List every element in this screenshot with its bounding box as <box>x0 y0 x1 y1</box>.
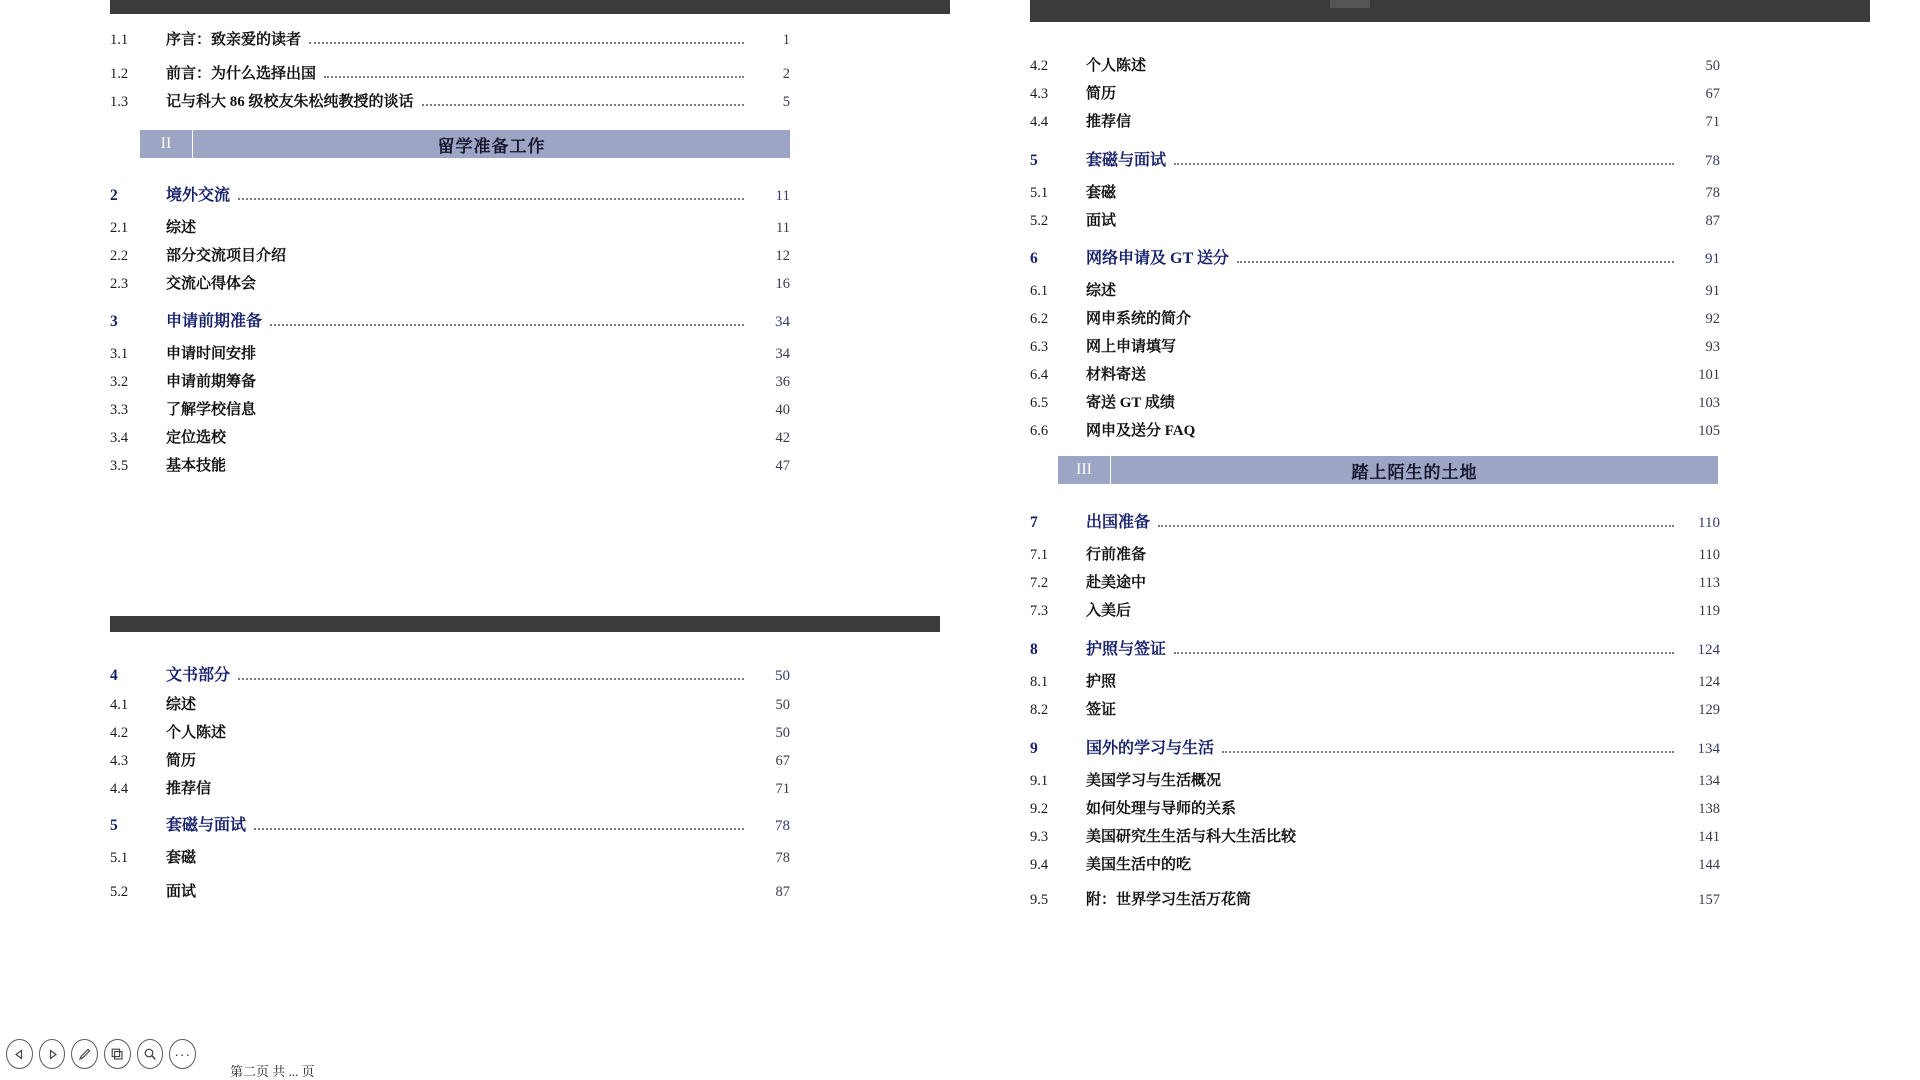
toc-entry[interactable] <box>1030 54 1720 80</box>
toc-leader <box>1124 294 1674 295</box>
toc-title: 面试 <box>166 884 197 900</box>
toc-entry[interactable] <box>1030 670 1720 696</box>
toc-title: 套磁与面试 <box>1086 152 1167 169</box>
toc-title: 国外的学习与生活 <box>1086 740 1215 757</box>
part-roman-numeral: III <box>1076 461 1092 478</box>
toc-page-number: 157 <box>1698 892 1720 908</box>
toc-title: 护照与签证 <box>1086 641 1167 658</box>
toc-leader <box>1199 868 1674 869</box>
toc-title: 基本技能 <box>166 458 227 474</box>
toc-page-number: 67 <box>775 753 790 769</box>
toc-title: 套磁与面试 <box>166 817 247 834</box>
toc-leader <box>1154 378 1674 379</box>
toc-title: 综述 <box>166 697 197 713</box>
toc-number: 1.1 <box>110 32 129 48</box>
toc-leader <box>1124 224 1674 225</box>
toc-leader <box>1158 524 1674 527</box>
toc-page-number: 67 <box>1705 86 1720 102</box>
toc-page-number: 78 <box>775 850 790 866</box>
toc-page-number: 78 <box>1705 185 1720 201</box>
toc-number: 6.6 <box>1030 423 1049 439</box>
toc-number: 5 <box>110 817 118 834</box>
toc-page-number: 138 <box>1698 801 1720 817</box>
toc-page-number: 11 <box>776 220 790 236</box>
toc-leader <box>294 259 744 260</box>
toc-entry[interactable] <box>1030 599 1720 625</box>
toc-number: 4.4 <box>110 781 129 797</box>
toc-number: 5.1 <box>1030 185 1049 201</box>
toc-number: 2.3 <box>110 276 129 292</box>
toc-entry[interactable] <box>1030 698 1720 724</box>
toc-title: 推荐信 <box>1086 114 1132 130</box>
toc-page-number: 119 <box>1698 603 1720 619</box>
toc-page-number: 93 <box>1705 339 1720 355</box>
toc-number: 7.3 <box>1030 603 1049 619</box>
toc-title: 推荐信 <box>166 781 212 797</box>
toc-page-number: 105 <box>1698 423 1720 439</box>
toc-leader <box>1174 651 1674 654</box>
toc-leader <box>1154 558 1674 559</box>
toc-number: 7 <box>1030 514 1038 531</box>
toc-entry[interactable] <box>1030 335 1720 361</box>
toc-number: 3.1 <box>110 346 129 362</box>
toc-entry[interactable] <box>1030 543 1720 569</box>
toc-entry[interactable] <box>110 28 790 54</box>
toc-entry[interactable] <box>1030 391 1720 417</box>
toc-page-number: 141 <box>1698 829 1720 845</box>
toc-title: 入美后 <box>1086 603 1132 619</box>
toc-number: 1.3 <box>110 94 129 110</box>
toc-number: 5 <box>1030 152 1038 169</box>
stamp-icon[interactable] <box>104 1039 131 1069</box>
toc-leader <box>270 323 744 326</box>
toc-leader <box>234 441 744 442</box>
next-page-button[interactable] <box>39 1039 66 1069</box>
toc-entry[interactable] <box>1030 82 1720 108</box>
toc-leader <box>309 41 744 44</box>
toc-leader <box>1259 903 1674 904</box>
toc-page-number: 113 <box>1698 575 1720 591</box>
toc-number: 6 <box>1030 250 1038 267</box>
toc-page-number: 50 <box>775 697 790 713</box>
toc-entry[interactable] <box>1030 110 1720 136</box>
toc-leader <box>1124 713 1674 714</box>
toc-leader <box>264 287 744 288</box>
toc-page-number: 2 <box>782 66 790 82</box>
toc-page-number: 47 <box>775 458 790 474</box>
toc-page-number: 34 <box>775 346 790 362</box>
toc-number: 5.2 <box>110 884 129 900</box>
toc-entry[interactable] <box>1030 888 1720 914</box>
pencil-icon[interactable] <box>71 1039 98 1069</box>
toc-page-number: 87 <box>1705 213 1720 229</box>
toc-title: 境外交流 <box>166 187 231 204</box>
toc-leader <box>234 469 744 470</box>
toc-leader <box>1154 69 1674 70</box>
toc-entry[interactable] <box>1030 825 1720 851</box>
toc-page-number: 92 <box>1705 311 1720 327</box>
toc-page-number: 110 <box>1698 515 1720 531</box>
toc-title: 申请前期筹备 <box>166 374 257 390</box>
toc-title: 简历 <box>1086 86 1117 102</box>
toc-title: 综述 <box>166 220 197 236</box>
toc-title: 如何处理与导师的关系 <box>1086 801 1237 817</box>
toc-number: 7.1 <box>1030 547 1049 563</box>
toc-entry[interactable] <box>110 777 790 803</box>
part-title: 踏上陌生的土地 <box>1351 462 1478 482</box>
toc-title: 材料寄送 <box>1086 367 1147 383</box>
toc-number: 4.3 <box>110 753 129 769</box>
toc-leader <box>422 103 744 106</box>
toc-entry[interactable] <box>110 370 790 396</box>
toc-title: 网络申请及 GT 送分 <box>1086 250 1229 267</box>
toc-leader <box>204 764 744 765</box>
toc-page-number: 134 <box>1698 773 1720 789</box>
toc-number: 7.2 <box>1030 575 1049 591</box>
toc-number: 4.4 <box>1030 114 1049 130</box>
toc-title: 定位选校 <box>166 430 227 446</box>
toc-title: 简历 <box>166 753 197 769</box>
toc-entry[interactable] <box>110 62 790 88</box>
toc-title: 赴美途中 <box>1086 575 1147 591</box>
toc-number: 6.3 <box>1030 339 1049 355</box>
part-title: 留学准备工作 <box>437 136 546 156</box>
page-right <box>1030 0 1870 1080</box>
toc-entry[interactable] <box>110 426 790 452</box>
toc-number: 8 <box>1030 641 1038 658</box>
toc-number: 4.2 <box>110 725 129 741</box>
toc-leader <box>1183 406 1674 407</box>
toc-number: 1.2 <box>110 66 129 82</box>
toc-number: 9.5 <box>1030 892 1049 908</box>
toc-page-number: 129 <box>1698 702 1720 718</box>
toc-leader <box>1229 784 1674 785</box>
toc-entry[interactable] <box>110 812 790 838</box>
toc-entry[interactable] <box>1030 797 1720 823</box>
toc-number: 9.4 <box>1030 857 1049 873</box>
toc-number: 2 <box>110 187 118 204</box>
toc-number: 4 <box>110 667 118 684</box>
toc-number: 3 <box>110 313 118 330</box>
toc-entry[interactable] <box>1030 853 1720 879</box>
toc-entry[interactable] <box>110 749 790 775</box>
toc-title: 综述 <box>1086 283 1117 299</box>
toc-number: 4.3 <box>1030 86 1049 102</box>
toc-leader <box>1154 586 1674 587</box>
toc-entry[interactable] <box>110 398 790 424</box>
toc-leader <box>1139 125 1674 126</box>
toc-leader <box>264 385 744 386</box>
toc-page-number: 124 <box>1697 642 1720 658</box>
toc-number: 5.1 <box>110 850 129 866</box>
toc-leader <box>1222 750 1674 753</box>
toc-leader <box>1237 260 1674 263</box>
magnifier-icon[interactable] <box>137 1039 164 1069</box>
toc-page-number: 40 <box>775 402 790 418</box>
toc-leader <box>1184 350 1674 351</box>
toc-title: 序言：致亲爱的读者 <box>166 32 302 48</box>
toc-page-number: 134 <box>1697 741 1720 757</box>
toc-leader <box>1203 434 1674 435</box>
toc-title: 前言：为什么选择出国 <box>166 66 317 82</box>
toc-page-number: 101 <box>1698 367 1720 383</box>
toc-page-number: 12 <box>775 248 790 264</box>
toc-entry[interactable] <box>1030 363 1720 389</box>
toc-title: 网申系统的简介 <box>1086 311 1192 327</box>
toc-leader <box>1304 840 1674 841</box>
toc-entry[interactable] <box>110 693 790 719</box>
toc-entry[interactable] <box>1030 769 1720 795</box>
toc-leader <box>254 827 744 830</box>
toc-leader <box>1124 685 1674 686</box>
toc-leader <box>204 895 744 896</box>
toc-page-number: 78 <box>775 818 790 834</box>
toc-number: 4.1 <box>110 697 129 713</box>
toc-title: 记与科大 86 级校友朱松纯教授的谈话 <box>166 94 414 110</box>
toc-page-number: 36 <box>775 374 790 390</box>
toc-entry[interactable] <box>110 721 790 747</box>
toc-title: 申请时间安排 <box>166 346 257 362</box>
toc-entry[interactable] <box>1030 419 1720 445</box>
toc-title: 交流心得体会 <box>166 276 257 292</box>
toc-page-number: 50 <box>1705 58 1720 74</box>
previous-page-button[interactable] <box>6 1039 33 1069</box>
toc-leader <box>204 861 744 862</box>
toc-entry[interactable] <box>110 846 790 872</box>
toc-number: 9.3 <box>1030 829 1049 845</box>
toc-page-number: 91 <box>1705 251 1720 267</box>
toc-entry[interactable] <box>110 342 790 368</box>
toc-entry[interactable] <box>1030 147 1720 173</box>
toc-entry[interactable] <box>110 662 790 688</box>
toc-page-number: 110 <box>1698 547 1720 563</box>
toc-title: 附：世界学习生活万花筒 <box>1086 892 1252 908</box>
toc-leader <box>234 736 744 737</box>
toc-entry[interactable] <box>1030 209 1720 235</box>
toc-number: 2.1 <box>110 220 129 236</box>
toc-title: 签证 <box>1086 702 1117 718</box>
toc-leader <box>204 231 744 232</box>
part-banner-iii <box>1058 456 1718 484</box>
toc-page-number: 1 <box>782 32 790 48</box>
toc-number: 6.5 <box>1030 395 1049 411</box>
toc-number: 6.4 <box>1030 367 1049 383</box>
toc-title: 个人陈述 <box>1086 58 1147 74</box>
toc-title: 了解学校信息 <box>166 402 257 418</box>
toc-entry[interactable] <box>110 880 790 906</box>
toc-title: 申请前期准备 <box>166 313 263 330</box>
toc-page-number: 50 <box>775 668 790 684</box>
toc-number: 9.1 <box>1030 773 1049 789</box>
part-banner-ii <box>140 130 790 158</box>
toc-leader <box>204 708 744 709</box>
toc-number: 3.4 <box>110 430 129 446</box>
toc-entry[interactable] <box>110 244 790 270</box>
toc-title: 部分交流项目介绍 <box>166 248 287 264</box>
toc-page-number: 71 <box>775 781 790 797</box>
toc-number: 3.5 <box>110 458 129 474</box>
toc-page-number: 5 <box>782 94 790 110</box>
toc-entry[interactable] <box>1030 735 1720 761</box>
toc-title: 美国生活中的吃 <box>1086 857 1192 873</box>
toc-title: 美国学习与生活概况 <box>1086 773 1222 789</box>
toc-leader <box>264 413 744 414</box>
page-left <box>110 0 950 1080</box>
toc-entry[interactable] <box>1030 509 1720 535</box>
toc-leader <box>264 357 744 358</box>
toc-entry[interactable] <box>110 454 790 480</box>
toc-number: 9.2 <box>1030 801 1049 817</box>
page-indicator: 第二页 共 ... 页 <box>230 1064 315 1079</box>
toc-number: 4.2 <box>1030 58 1049 74</box>
toc-number: 8.2 <box>1030 702 1049 718</box>
toc-page-number: 103 <box>1698 395 1720 411</box>
toc-page-number: 91 <box>1705 283 1720 299</box>
toc-entry[interactable] <box>110 216 790 242</box>
toc-leader <box>1174 162 1674 165</box>
toc-page-number: 11 <box>775 188 790 204</box>
part-roman-numeral: II <box>160 135 172 152</box>
toc-entry[interactable] <box>1030 181 1720 207</box>
toc-entry[interactable] <box>1030 245 1720 271</box>
toc-number: 6.2 <box>1030 311 1049 327</box>
toc-page-number: 78 <box>1705 153 1720 169</box>
toc-page-number: 50 <box>775 725 790 741</box>
toc-page-number: 16 <box>775 276 790 292</box>
toc-leader <box>1199 322 1674 323</box>
toc-title: 行前准备 <box>1086 547 1147 563</box>
more-options-button[interactable] <box>169 1039 196 1069</box>
toc-number: 8.1 <box>1030 674 1049 690</box>
more-options-label: ··· <box>174 1046 192 1062</box>
toc-number: 6.1 <box>1030 283 1049 299</box>
toc-title: 护照 <box>1086 674 1117 690</box>
toc-title: 套磁 <box>166 850 197 866</box>
toc-leader <box>238 197 744 200</box>
toc-number: 9 <box>1030 740 1038 757</box>
toc-title: 网申及送分 FAQ <box>1086 423 1196 439</box>
toc-title: 美国研究生生活与科大生活比较 <box>1086 829 1297 845</box>
toc-entry[interactable] <box>1030 571 1720 597</box>
toc-page-number: 34 <box>775 314 790 330</box>
toc-entry[interactable] <box>110 308 790 334</box>
toc-title: 套磁 <box>1086 185 1117 201</box>
toc-title: 出国准备 <box>1086 514 1151 531</box>
toc-number: 3.3 <box>110 402 129 418</box>
toc-leader <box>324 75 744 78</box>
toc-page-number: 87 <box>775 884 790 900</box>
toc-leader <box>219 792 744 793</box>
toc-leader <box>1139 614 1674 615</box>
toc-entry[interactable] <box>110 272 790 298</box>
toc-entry[interactable] <box>110 182 790 208</box>
toc-leader <box>1244 812 1674 813</box>
toc-number: 2.2 <box>110 248 129 264</box>
toc-entry[interactable] <box>1030 279 1720 305</box>
toc-page-number: 71 <box>1705 114 1720 130</box>
toc-title: 文书部分 <box>166 667 231 684</box>
toc-entry[interactable] <box>1030 307 1720 333</box>
toc-page-number: 42 <box>775 430 790 446</box>
viewer-toolbar[interactable] <box>0 1034 196 1074</box>
toc-title: 个人陈述 <box>166 725 227 741</box>
toc-leader <box>1124 97 1674 98</box>
toc-entry[interactable] <box>1030 636 1720 662</box>
toc-number: 3.2 <box>110 374 129 390</box>
toc-number: 5.2 <box>1030 213 1049 229</box>
toc-page-number: 124 <box>1698 674 1720 690</box>
toc-title: 网上申请填写 <box>1086 339 1177 355</box>
toc-page-number: 144 <box>1698 857 1720 873</box>
toc-title: 面试 <box>1086 213 1117 229</box>
toc-leader <box>238 677 744 680</box>
toc-leader <box>1124 196 1674 197</box>
toc-title: 寄送 GT 成绩 <box>1086 395 1175 411</box>
toc-entry[interactable] <box>110 90 790 116</box>
